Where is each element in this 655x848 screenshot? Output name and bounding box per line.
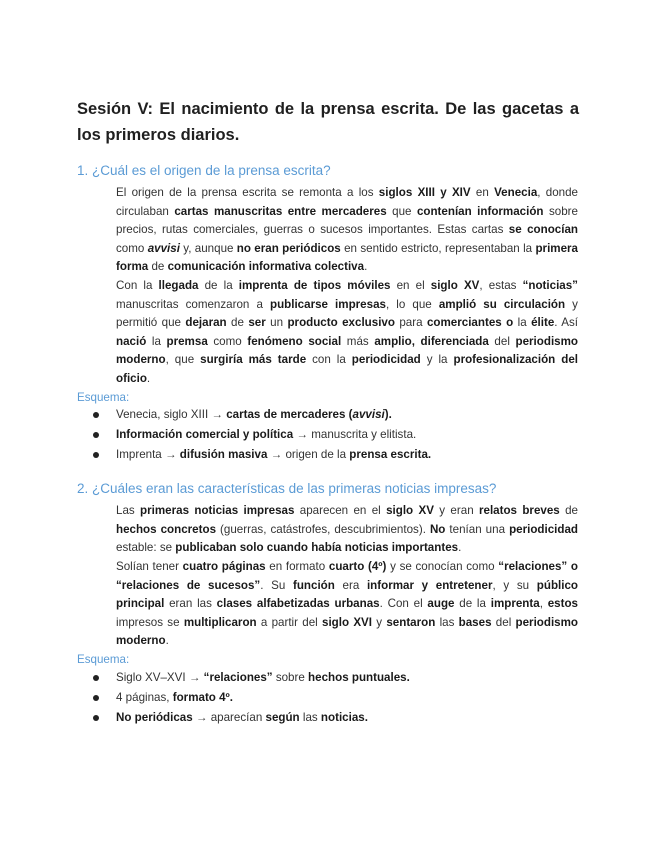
bullet-icon [93,432,99,438]
section-2-schema-list [77,668,577,728]
bullet-icon [93,452,99,458]
section-1-paragraph-1: El origen de la prensa escrita se remonta a los siglos XIII y XIV en Venecia, donde circulaban cartas manuscritas entre mercaderes que contenían información sobre precios, rutas comerciales, guerras o sucesos importantes. Estas cartas se conocían como avvisi y, aunque no eran periódicos en sentido estricto, representaban la primera forma de comunicación informativa colectiva. [116,186,578,274]
bullet-icon [93,695,99,701]
section-1-heading: 1. ¿Cuál es el origen de la prensa escrita? [77,163,331,178]
section-2-schema-label: Esquema: [77,653,130,666]
bullet-icon [93,675,99,681]
document-title: Sesión V: El nacimiento de la prensa escrita. De las gacetas a los primeros diarios. [77,100,579,144]
list-item: Imprenta → difusión masiva → origen de la prensa escrita. [77,445,577,465]
list-item: Siglo XV–XVI → “relaciones” sobre hechos puntuales. [77,668,577,688]
section-2-heading: 2. ¿Cuáles eran las características de las primeras noticias impresas? [77,481,497,496]
list-item: Información comercial y política → manuscrita y elitista. [77,425,577,445]
bullet-icon [93,412,99,418]
list-item: Venecia, siglo XIII → cartas de mercaderes (avvisi). [77,405,577,425]
section-1-schema-label: Esquema: [77,391,130,404]
list-item: 4 páginas, formato 4º. [77,688,577,708]
section-1-paragraph-2: Con la llegada de la imprenta de tipos móviles en el siglo XV, estas “noticias” manuscritas comenzaron a publicarse impresas, lo que amplió su circulación y permitió que dejaran de ser un producto exclusivo para comerciantes o la élite. Así nació la premsa como fenómeno social más amplio, diferenciada del periodismo moderno, que surgiría más tarde con la periodicidad y la profesionalización del oficio. [116,279,579,385]
section-2-paragraph-2: Solían tener cuatro páginas en formato cuarto (4º) y se conocían como “relaciones” o “relaciones de sucesos”. Su función era informar y entretener, y su público principal eran las clases alfabetizadas urbanas. Con el auge de la imprenta, estos impresos se multiplicaron a partir del siglo XVI y sentaron las bases del periodismo moderno. [116,560,579,648]
bullet-icon [93,715,99,721]
list-item: No periódicas → aparecían según las noticias. [77,708,577,728]
section-2-paragraph-1: Las primeras noticias impresas aparecen en el siglo XV y eran relatos breves de hechos concretos (guerras, catástrofes, descubrimientos). No tenían una periodicidad estable: se publicaban solo cuando había noticias importantes. [116,504,578,555]
section-1-schema-list [77,405,577,465]
